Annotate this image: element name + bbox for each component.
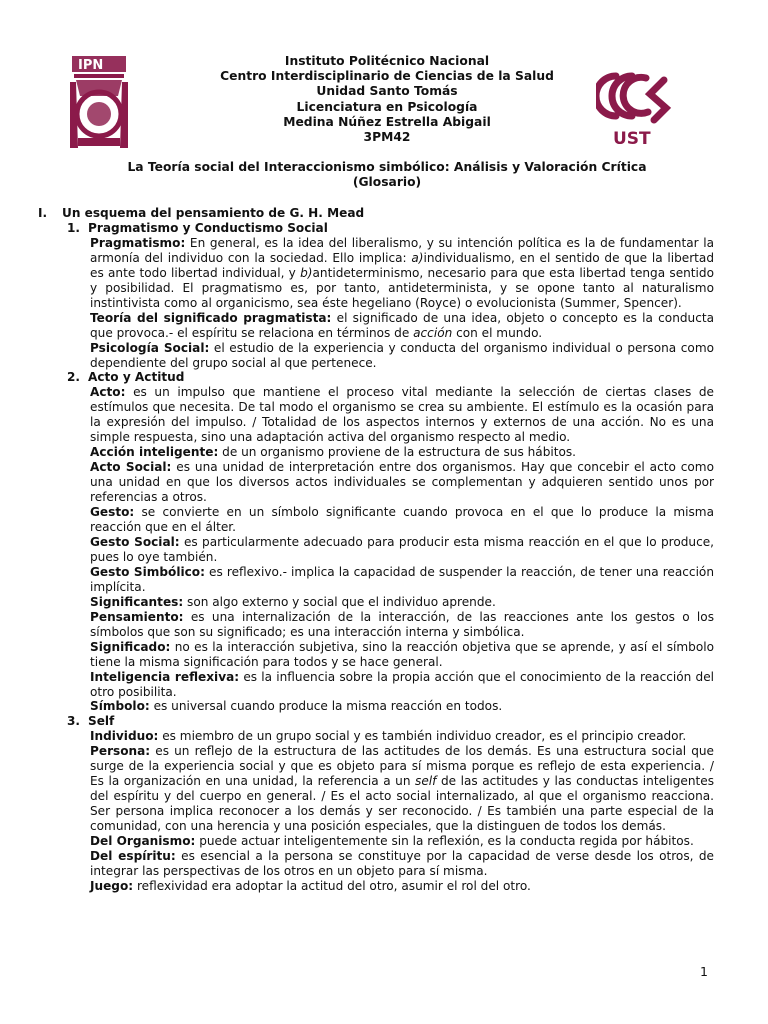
glossary-entry	[38, 699, 714, 714]
glossary-term: Acción inteligente:	[90, 445, 219, 460]
ust-logo	[596, 66, 676, 150]
glossary-entry	[38, 311, 714, 341]
glossary-entry	[38, 385, 714, 445]
italic-text: b)	[300, 265, 313, 280]
glossary-term: Teoría del significado pragmatista:	[90, 310, 332, 325]
section-heading	[38, 206, 714, 221]
glossary-definition: antideterminismo, necesario para que esta libertad tenga sentido y posibilidad. El pragmatismo es, por tanto, antideterminista, y se opone tanto al naturalismo instintivista como al organicismo, sea éste hegeliano (Royce) o evolucionista (Summer, Spencer).	[90, 265, 714, 310]
glossary-term: Pragmatismo:	[90, 235, 186, 250]
glossary-definition: es una internalización de la interacción, de las reacciones ante los gestos o los símbolos que son su significado; es una interacción interna y simbólica.	[90, 609, 714, 639]
title-line-2: (Glosario)	[352, 175, 422, 190]
glossary-definition: con el mundo.	[452, 325, 543, 340]
glossary-definition: En general, es la idea del liberalismo, y su intención política es la de fundamentar la armonía del individuo con la sociedad. Ello implica:	[90, 235, 714, 265]
glossary-entry	[38, 670, 714, 700]
glossary-entry	[38, 849, 714, 879]
unit-name: Unidad Santo Tomás	[316, 84, 458, 99]
glossary-entry	[38, 834, 714, 849]
subsection-heading	[38, 370, 714, 385]
glossary-definition: el significado de una idea, objeto o concepto es la conducta que provoca.- el espíritu se relaciona en términos de	[90, 310, 714, 340]
glossary-definition: es miembro de un grupo social y es también individuo creador, es el principio creador.	[158, 729, 687, 744]
subsection-number: 3.	[67, 714, 81, 729]
svg-text:UST: UST	[613, 129, 651, 149]
glossary-entry	[38, 729, 714, 744]
glossary-entry	[38, 460, 714, 505]
glossary-term: Símbolo:	[90, 699, 150, 714]
glossary-term: Pensamiento:	[90, 609, 184, 624]
glossary-term: Del Organismo:	[90, 834, 196, 849]
glossary-definition: es particularmente adecuado para producir esta misma reacción en el que lo produce, pues lo oye también.	[90, 534, 715, 564]
author-name: Medina Núñez Estrella Abigail	[283, 114, 491, 129]
italic-text: self	[415, 774, 437, 789]
subsection-heading	[38, 714, 714, 729]
glossary-entry	[38, 505, 714, 535]
ipn-logo	[64, 52, 134, 152]
glossary-entry	[38, 610, 714, 640]
italic-text: a)	[411, 250, 424, 265]
glossary-definition: es un impulso que mantiene el proceso vital mediante la selección de ciertas clases de estímulos que necesita. De tal modo el organismo se crea su ambiente. El estímulo es la ocasión para la expresión del impulso. / Totalidad de los aspectos internos y externos de una acción. No es una simple respuesta, sino una adaptación activa del organismo respecto al medio.	[90, 385, 714, 445]
glossary-definition: es una unidad de interpretación entre dos organismos. Hay que concebir el acto como una unidad en que los diversos actos individuales se complementan y adquieren sentido unos por referencias a otros.	[90, 460, 714, 505]
glossary-term: Psicología Social:	[90, 340, 210, 355]
glossary-term: Persona:	[90, 744, 151, 759]
glossary-term: Gesto Simbólico:	[90, 564, 205, 579]
institution-name: Instituto Politécnico Nacional	[284, 54, 490, 68]
glossary-term: Acto:	[90, 385, 126, 400]
glossary-definition: el estudio de la experiencia y conducta del organismo individual o persona como dependiente del grupo social al que pertenece.	[90, 340, 714, 370]
subsection-number: 2.	[67, 370, 81, 385]
glossary-entry	[38, 595, 714, 610]
glossary-entry	[38, 535, 714, 565]
glossary-definition: es universal cuando produce la misma reacción en todos.	[149, 699, 503, 714]
degree-name: Licenciatura en Psicología	[296, 99, 478, 114]
italic-text: acción	[413, 325, 453, 340]
subsection-heading	[38, 221, 714, 236]
subsection-number: 1.	[67, 220, 81, 235]
glossary-entry	[38, 236, 714, 311]
glossary-definition: no es la interacción subjetiva, sino la reacción objetiva que se aprende, y así el símbolo tiene la misma significación para todos y se hace general.	[90, 639, 714, 669]
glossary-term: Significantes:	[90, 594, 184, 609]
group-code: 3PM42	[363, 130, 411, 145]
glossary-term: Gesto:	[90, 505, 135, 520]
glossary-term: Juego:	[90, 878, 134, 893]
glossary-entry	[38, 341, 714, 371]
center-name: Centro Interdisciplinario de Ciencias de la Salud	[220, 69, 554, 84]
glossary-definition: puede actuar inteligentemente sin la reflexión, es la conducta regida por hábitos.	[195, 834, 694, 849]
glossary-entry	[38, 640, 714, 670]
page-number: 1	[700, 964, 708, 979]
glossary-entry	[38, 565, 714, 595]
document-header	[150, 54, 624, 145]
subsection-title: Pragmatismo y Conductismo Social	[88, 220, 328, 235]
glossary-term: Gesto Social:	[90, 534, 180, 549]
section-number: I.	[38, 206, 48, 220]
glossary-definition: reflexividad era adoptar la actitud del otro, asumir el rol del otro.	[133, 878, 531, 893]
glossary-term: Acto Social:	[90, 460, 172, 475]
glossary-term: Del espíritu:	[90, 848, 176, 863]
subsection-title: Self	[88, 714, 115, 729]
section-title: Un esquema del pensamiento de G. H. Mead	[62, 206, 365, 220]
document-body	[38, 206, 714, 894]
glossary-definition: es reflexivo.- implica la capacidad de suspender la reacción, de tener una reacción implícita.	[90, 564, 714, 594]
glossary-definition: de un organismo proviene de la estructura de sus hábitos.	[218, 445, 577, 460]
glossary-entry	[38, 445, 714, 460]
svg-text:IPN: IPN	[78, 58, 104, 73]
glossary-definition: individualismo, en el sentido de que la libertad es ante todo libertad individual, y	[90, 250, 715, 280]
glossary-term: Inteligencia reflexiva:	[90, 669, 240, 684]
glossary-definition: es esencial a la persona se constituye por la capacidad de verse desde los otros, de integrar las perspectivas de los otros en un objeto para sí misma.	[90, 848, 714, 878]
glossary-term: Significado:	[90, 639, 171, 654]
glossary-definition: es un reflejo de la estructura de las actitudes de los demás. Es una estructura social que surge de la experiencia social y que es objeto para sí misma porque es reflejo de esta experiencia. / Es la organización en una unidad, la referencia a un	[90, 744, 714, 789]
glossary-entry	[38, 744, 714, 834]
glossary-definition: de las actitudes y las conductas inteligentes del espíritu y del cuerpo en general. / Es el acto social internalizado, al que el organismo reacciona. Ser persona implica reconocer a los demás y ser reconocido. / Es también una parte especial de la comunidad, con una herencia y una posición especiales, que la distinguen de todos los demás.	[90, 774, 714, 834]
document-title	[100, 160, 674, 190]
glossary-definition: se convierte en un símbolo significante cuando provoca en el que lo produce la misma reacción que en el álter.	[90, 505, 714, 535]
glossary-term: Individuo:	[90, 729, 159, 744]
glossary-entry	[38, 879, 714, 894]
glossary-definition: son algo externo y social que el individuo aprende.	[183, 594, 496, 609]
subsection-title: Acto y Actitud	[88, 370, 185, 385]
glossary-definition: es la influencia sobre la propia acción que el conocimiento de la reacción del otro posibilita.	[90, 669, 715, 699]
title-line-1: La Teoría social del Interaccionismo simbólico: Análisis y Valoración Crítica	[127, 160, 647, 174]
